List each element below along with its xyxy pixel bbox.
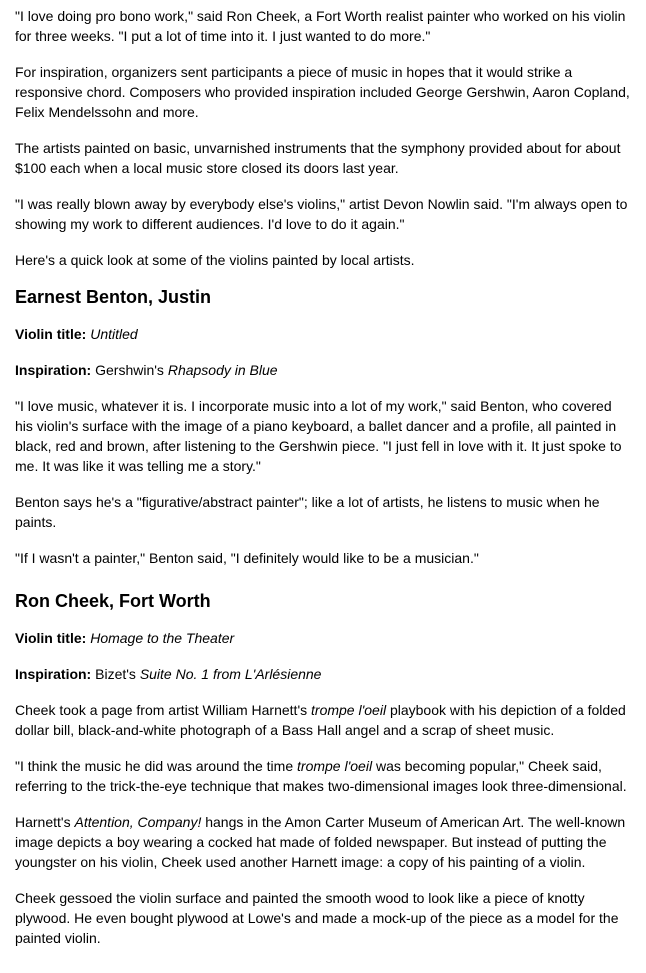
- inspiration-line: [15, 664, 631, 684]
- text-run: hangs in the Amon Carter Museum of American Art. The well-known image depicts a boy wearing a cocked hat made of folded newspaper. But instead of putting the youngster on his violin, Cheek used another Harnett image: a copy of his painting of a violin.: [15, 814, 626, 870]
- violin-title-value: Homage to the Theater: [90, 630, 235, 646]
- inspiration-label: Inspiration:: [15, 666, 92, 682]
- text-run: Harnett's: [15, 814, 71, 830]
- section-heading-cheek: Ron Cheek, Fort Worth: [15, 591, 211, 611]
- cheek-paragraph-1: [15, 700, 631, 740]
- violin-title-value: Untitled: [90, 326, 138, 342]
- inspiration-work: Rhapsody in Blue: [167, 362, 278, 378]
- emphasis-text: Attention, Company!: [74, 814, 202, 830]
- inspiration-composer: Bizet's: [95, 666, 136, 682]
- intro-paragraph-4: "I was really blown away by everybody else's violins," artist Devon Nowlin said. "I'm always open to showing my work to different audiences. I'd love to do it again.": [15, 196, 628, 232]
- benton-paragraph-3: "If I wasn't a painter," Benton said, "I definitely would like to be a musician.": [15, 550, 479, 566]
- benton-paragraph-2: Benton says he's a "figurative/abstract painter"; like a lot of artists, he listens to music when he paints.: [15, 494, 600, 530]
- violin-title-label: Violin title:: [15, 630, 87, 646]
- intro-paragraph-1: "I love doing pro bono work," said Ron Cheek, a Fort Worth realist painter who worked on his violin for three weeks. "I put a lot of time into it. I just wanted to do more.": [15, 8, 626, 44]
- inspiration-line: [15, 360, 631, 380]
- violin-title-line: [15, 628, 631, 648]
- section-heading-benton: Earnest Benton, Justin: [15, 287, 212, 307]
- text-run: Cheek took a page from artist William Harnett's: [15, 702, 308, 718]
- inspiration-label: Inspiration:: [15, 362, 92, 378]
- benton-paragraph-1: "I love music, whatever it is. I incorporate music into a lot of my work," said Benton, who covered his violin's surface with the image of a piano keyboard, a ballet dancer and a profile, all painted in black, red and brown, after listening to the Gershwin piece. "I just fell in love with it. It just spoke to me. It was like it was telling me a story.": [15, 398, 622, 474]
- cheek-paragraph-3: [15, 812, 631, 872]
- intro-paragraph-2: For inspiration, organizers sent participants a piece of music in hopes that it would strike a responsive chord. Composers who provided inspiration included George Gershwin, Aaron Copland, Felix Mendelssohn and more.: [15, 64, 630, 120]
- text-run: "I think the music he did was around the time: [15, 758, 294, 774]
- intro-paragraph-3: The artists painted on basic, unvarnished instruments that the symphony provided about for about $100 each when a local music store closed its doors last year.: [15, 140, 621, 176]
- intro-paragraph-5: Here's a quick look at some of the violins painted by local artists.: [15, 252, 415, 268]
- emphasis-text: trompe l'oeil: [311, 702, 387, 718]
- violin-title-line: [15, 324, 631, 344]
- inspiration-work: Suite No. 1 from L'Arlésienne: [139, 666, 322, 682]
- cheek-paragraph-2: [15, 756, 631, 796]
- text-run: playbook with his depiction of a folded dollar bill, black-and-white photograph of a Bass Hall angel and a scrap of sheet music.: [15, 702, 626, 738]
- text-run: was becoming popular," Cheek said, referring to the trick-the-eye technique that makes two-dimensional images look three-dimensional.: [15, 758, 627, 794]
- violin-title-label: Violin title:: [15, 326, 87, 342]
- emphasis-text: trompe l'oeil: [297, 758, 373, 774]
- cheek-paragraph-4: Cheek gessoed the violin surface and painted the smooth wood to look like a piece of knotty plywood. He even bought plywood at Lowe's and made a mock-up of the piece as a model for the painted violin.: [15, 890, 619, 946]
- inspiration-composer: Gershwin's: [95, 362, 164, 378]
